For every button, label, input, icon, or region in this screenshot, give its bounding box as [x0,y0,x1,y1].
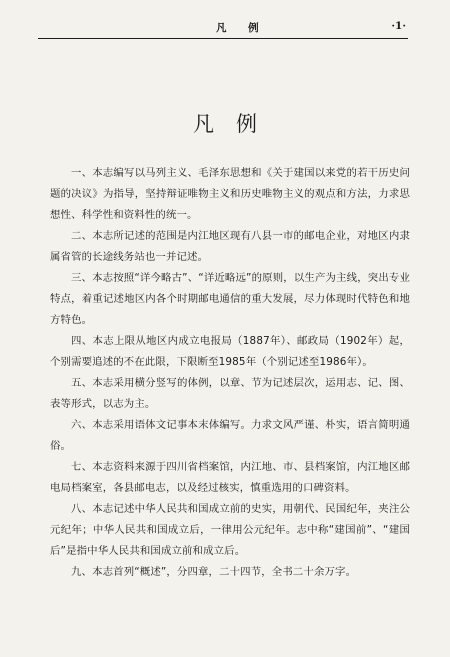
running-head-title: 凡 例 [216,22,268,34]
header-rule [38,38,408,39]
paragraph-9: 九、本志首列“概述”，分四章，二十四节，全书二十余万字。 [71,566,357,578]
paragraph-3: 三、本志按照“详今略古”、“详近略远”的原则，以生产为主线，突出专业特点，着重记述地区内各个时期邮电通信的重大发展，尽力体现时代特色和地方特色。 [50,272,410,326]
paragraph-7: 七、本志资料来源于四川省档案馆，内江地、市、县档案馆，内江地区邮电局档案室，各县邮电志，以及经过核实，慎重选用的口碑资料。 [50,461,410,494]
paragraph-2: 二、本志所记述的范围是内江地区现有八县一市的邮电企业，对地区内隶属省管的长途线务站也一并记述。 [50,230,410,263]
page-number: ·1· [391,20,406,32]
paragraph-5: 五、本志采用横分竖写的体例，以章、节为记述层次，运用志、记、图、表等形式，以志为主。 [50,377,410,410]
body-text [50,163,410,583]
paragraph-8: 八、本志记述中华人民共和国成立前的史实，用朝代、民国纪年，夹注公元纪年；中华人民共和国成立后，一律用公元纪年。志中称“建国前”、“建国后”是指中华人民共和国成立前和成立后。 [50,503,410,557]
section-title: 凡例 [193,112,279,136]
running-head [38,18,408,40]
paragraph-4: 四、本志上限从地区内成立电报局（1887年）、邮政局（1902年）起，个别需要追述的不在此限，下限断至1985年（个别记述至1986年）。 [50,335,410,368]
paragraph-1: 一、本志编写以马列主义、毛泽东思想和《关于建国以来党的若干历史问题的决议》为指导，坚持辩证唯物主义和历史唯物主义的观点和方法，力求思想性、科学性和资料性的统一。 [50,167,410,221]
paragraph-6: 六、本志采用语体文记事本末体编写。力求文风严谨、朴实，语言简明通俗。 [50,419,410,452]
